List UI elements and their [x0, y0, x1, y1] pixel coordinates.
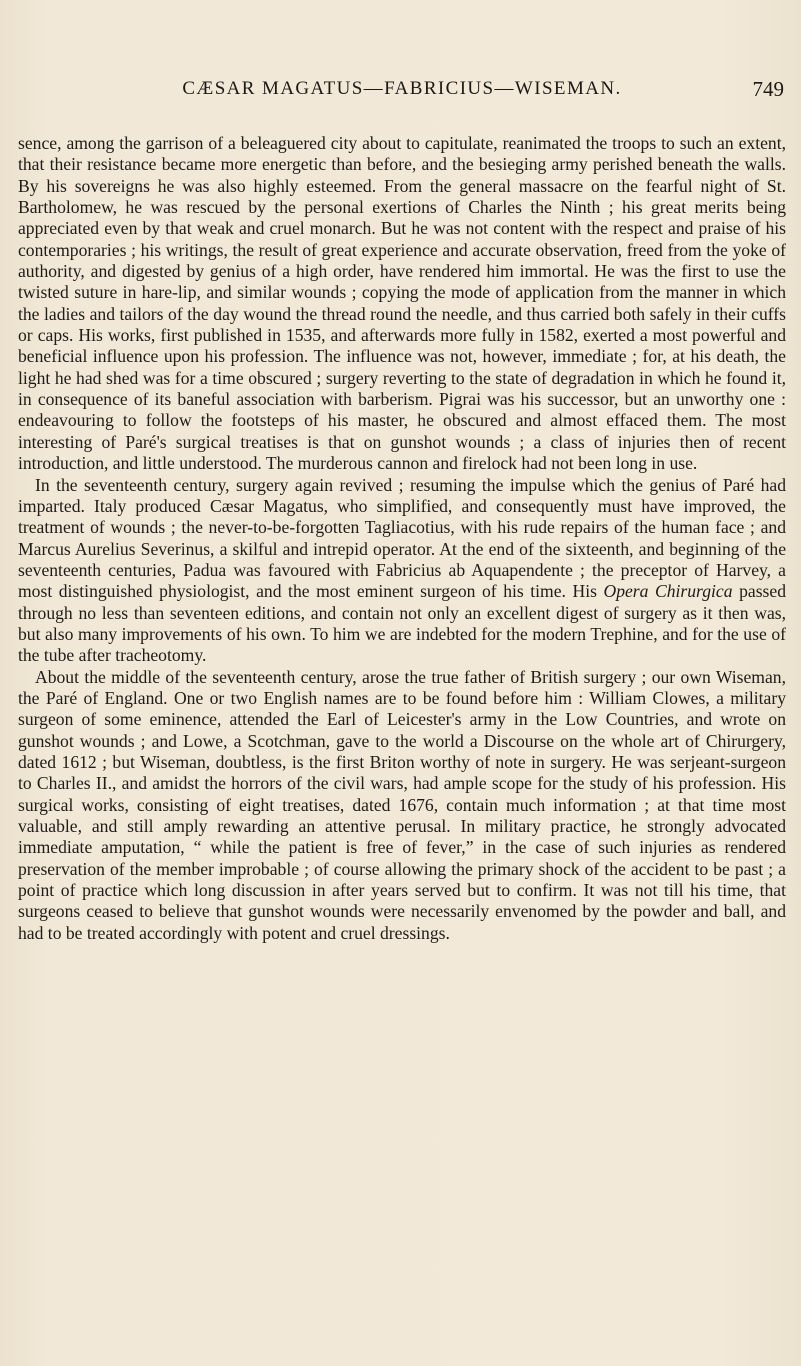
- paragraph-1-text: sence, among the garrison of a beleaguered city about to capitulate, reanimated the troops to such an extent, that their resistance became more energetic than before, and the besieging army perished beneath the walls. By his sovereigns he was also highly esteemed. From the general massacre on the fearful night of St. Bartholomew, he was rescued by the personal exertions of Charles the Ninth ; his great merits being appreciated even by that weak and cruel monarch. But he was not content with the respect and praise of his contemporaries ; his writings, the result of great experience and accurate observation, freed from the yoke of authority, and digested by genius of a high order, have rendered him immortal. He was the first to use the twisted suture in hare-lip, and similar wounds ; copying the mode of application from the manner in which the ladies and tailors of the day wound the thread round the needle, and thus carried both safely in their cuffs or caps. His works, first published in 1535, and afterwards more fully in 1582, exerted a most powerful and beneficial influence upon his profession. The influence was not, however, immediate ; for, at his death, the light he had shed was for a time obscured ; surgery reverting to the state of degradation in which he found it, in consequence of its baneful association with barberism. Pigrai was his successor, but an unworthy one : endeavouring to follow the footsteps of his master, he obscured and almost effaced them. The most interesting of Paré's surgical treatises is that on gunshot wounds ; a class of injuries then of recent introduction, and little understood. The murderous cannon and firelock had not been long in use.: [18, 133, 786, 474]
- paragraph-3-text: About the middle of the seventeenth century, arose the true father of British surgery ; our own Wiseman, the Paré of England. One or two English names are to be found before him : William Clowes, a military surgeon of some eminence, attended the Earl of Leicester's army in the Low Countries, and wrote on gunshot wounds ; and Lowe, a Scotchman, gave to the world a Discourse on the whole art of Chirurgery, dated 1612 ; but Wiseman, doubtless, is the first Briton worthy of note in surgery. He was serjeant-surgeon to Charles II., and amidst the horrors of the civil wars, had ample scope for the study of his profession. His surgical works, consisting of eight treatises, dated 1676, contain much information ; at that time most valuable, and still amply rewarding an attentive perusal. In military practice, he strongly advocated immediate amputation, “ while the patient is free of fever,” in the case of such injuries as rendered preservation of the member improbable ; of course allowing the primary shock of the accident to be past ; a point of practice which long discussion in after years served but to confirm. It was not till his time, that surgeons ceased to believe that gunshot wounds were necessarily envenomed by the powder and ball, and had to be treated accordingly with potent and cruel dressings.: [18, 666, 786, 943]
- body-text: [18, 133, 786, 944]
- page-number: 749: [752, 77, 784, 101]
- paragraph-3: [18, 667, 786, 944]
- paragraph-2-text-start: In the seventeenth century, surgery again revived ; resuming the impulse which the genius of Paré had imparted. Italy produced Cæsar Magatus, who simplified, and consequently must have improved, the treatment of wounds ; the never-to-be-forgotten Tagliacotius, with his rude repairs of the human face ; and Marcus Aurelius Severinus, a skilful and intrepid operator. At the end of the sixteenth, and beginning of the seventeenth centuries, Padua was favoured with Fabricius ab Aquapendente ; the preceptor of Harvey, a most distinguished physiologist, and the most eminent surgeon of his time. His: [18, 474, 786, 602]
- running-title: CÆSAR MAGATUS—FABRICIUS—WISEMAN.: [182, 78, 622, 99]
- running-header: [18, 78, 786, 108]
- paragraph-2: [18, 475, 786, 667]
- book-title-opera-chirurgica: Opera Chirurgica: [603, 581, 733, 602]
- paragraph-1: [18, 133, 786, 475]
- paragraph-2-text-end: passed through no less than seventeen editions, and contain not only an excellent digest of surgery as it then was, but also many improvements of his own. To him we are indebted for the modern Trephine, and for the use of the tube after tracheotomy.: [18, 581, 786, 666]
